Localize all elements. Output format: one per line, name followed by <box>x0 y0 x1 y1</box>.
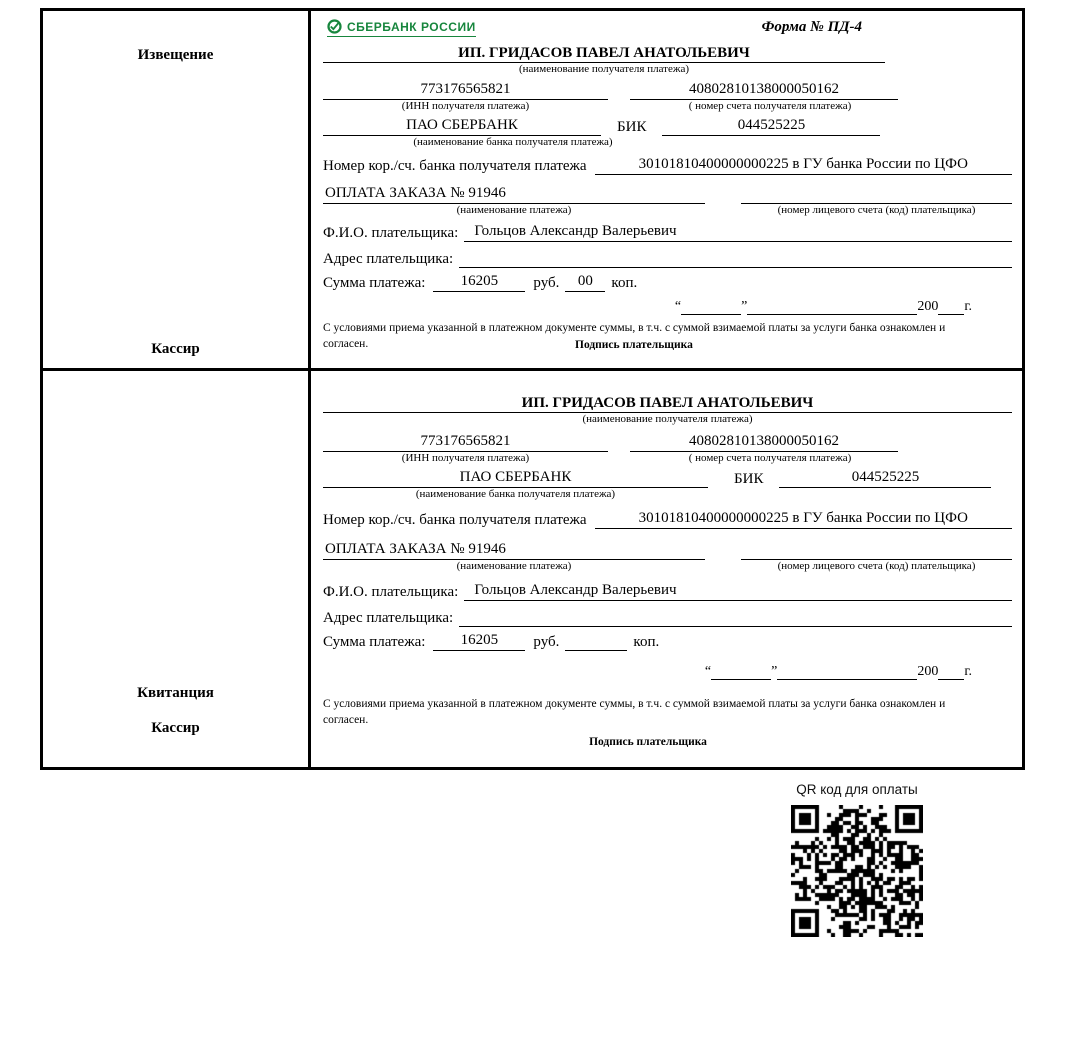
amount-row <box>323 273 1012 292</box>
quote-open: “ <box>674 299 682 314</box>
amount-rub-value: 16205 <box>433 632 525 651</box>
sberbank-logo-text: СБЕРБАНК РОССИИ <box>347 19 476 34</box>
payer-code-line <box>741 185 1012 204</box>
bank-caption: (наименование банка получателя платежа) <box>415 488 616 500</box>
agreement-text: С условиями приема указанной в платежном документе суммы, в т.ч. с суммой взимаемой платы за услуги банка ознакомлен и согласен. <box>323 698 946 727</box>
sberbank-logo <box>327 19 476 37</box>
signature-label: Подпись плательщика <box>575 339 693 352</box>
payer-code-caption: (номер лицевого счета (код) плательщика) <box>777 560 976 572</box>
cashier-label: Кассир <box>151 720 200 736</box>
payer-address-label: Адрес плательщика: <box>323 251 454 267</box>
payer-name-value: Гольцов Александр Валерьевич <box>464 223 1012 242</box>
payer-code-caption: (номер лицевого счета (код) плательщика) <box>777 204 976 216</box>
amount-rub-value: 16205 <box>433 273 525 292</box>
bank-caption: (наименование банка получателя платежа) <box>413 136 613 148</box>
bik-value: 044525225 <box>779 469 991 488</box>
account-value: 40802810138000050162 <box>630 433 898 452</box>
corr-label: Номер кор./сч. банка получателя платежа <box>323 158 587 174</box>
agreement-block <box>323 696 1012 748</box>
notice-label: Извещение <box>137 47 214 63</box>
kop-label: коп. <box>633 634 660 650</box>
qr-block <box>782 782 932 937</box>
amount-kop-value <box>565 632 627 651</box>
sberbank-icon <box>327 19 342 34</box>
signature-label: Подпись плательщика <box>589 736 707 749</box>
payer-name-label: Ф.И.О. плательщика: <box>323 225 459 241</box>
rub-label: руб. <box>533 634 560 650</box>
receipt-label: Квитанция <box>137 685 214 701</box>
inn-value: 773176565821 <box>323 81 608 100</box>
payer-address-label: Адрес плательщика: <box>323 610 454 626</box>
corr-value: 30101810400000000225 в ГУ банка России по ЦФО <box>595 156 1012 175</box>
date-year-line <box>938 296 964 315</box>
recipient-name: ИП. ГРИДАСОВ ПАВЕЛ АНАТОЛЬЕВИЧ <box>323 395 1012 413</box>
bik-value: 044525225 <box>662 117 880 136</box>
year-prefix: 200 <box>917 664 939 679</box>
amount-row <box>323 632 1012 651</box>
qr-code <box>791 805 923 937</box>
year-prefix: 200 <box>917 299 939 314</box>
receipt-left-cell <box>43 371 311 767</box>
date-row <box>323 661 972 680</box>
corr-account-row <box>323 156 1012 175</box>
agreement-text: С условиями приема указанной в платежном документе суммы, в т.ч. с суммой взимаемой платы за услуги банка ознакомлен и согласен. <box>323 322 946 351</box>
inn-account-captions <box>323 100 1012 112</box>
payment-purpose: ОПЛАТА ЗАКАЗА № 91946 <box>323 541 705 560</box>
payer-address-value <box>459 249 1012 268</box>
qr-label: QR код для оплаты <box>796 782 918 797</box>
payment-purpose: ОПЛАТА ЗАКАЗА № 91946 <box>323 185 705 204</box>
year-suffix: г. <box>964 299 972 314</box>
account-caption: ( номер счета получателя платежа) <box>688 100 852 112</box>
amount-label: Сумма платежа: <box>323 275 426 291</box>
rub-label: руб. <box>533 275 560 291</box>
bik-label: БИК <box>617 119 647 135</box>
payer-address-row <box>323 608 1012 627</box>
inn-caption: (ИНН получателя платежа) <box>401 452 530 464</box>
inn-value: 773176565821 <box>323 433 608 452</box>
purpose-row <box>323 541 1012 560</box>
pd4-form <box>40 8 1025 770</box>
date-row <box>323 296 972 315</box>
kop-label: коп. <box>611 275 638 291</box>
amount-kop-value: 00 <box>565 273 605 292</box>
inn-account-row <box>323 433 1012 452</box>
account-caption: ( номер счета получателя платежа) <box>688 452 852 464</box>
account-value: 40802810138000050162 <box>630 81 898 100</box>
purpose-captions <box>323 204 1012 216</box>
receipt-section <box>43 371 1022 767</box>
form-title: Форма № ПД-4 <box>761 19 862 35</box>
purpose-row <box>323 185 1012 204</box>
quote-close: ” <box>741 299 748 314</box>
notice-form-body <box>311 11 1022 368</box>
bank-row <box>323 469 1012 488</box>
receipt-form-body <box>311 371 1022 767</box>
date-month-line <box>777 661 917 680</box>
cashier-label: Кассир <box>151 341 200 357</box>
recipient-caption: (наименование получателя платежа) <box>518 63 690 75</box>
purpose-caption: (наименование платежа) <box>456 204 572 216</box>
bik-label: БИК <box>734 471 764 487</box>
date-day-line <box>711 661 771 680</box>
payer-name-value: Гольцов Александр Валерьевич <box>464 582 1012 601</box>
payer-name-row <box>323 582 1012 601</box>
recipient-name: ИП. ГРИДАСОВ ПАВЕЛ АНАТОЛЬЕВИЧ <box>323 45 885 63</box>
date-month-line <box>747 296 917 315</box>
corr-account-row <box>323 510 1012 529</box>
purpose-caption: (наименование платежа) <box>456 560 572 572</box>
header-row <box>323 19 1012 45</box>
payer-address-row <box>323 249 1012 268</box>
payer-address-value <box>459 608 1012 627</box>
bank-name: ПАО СБЕРБАНК <box>323 469 708 488</box>
year-suffix: г. <box>964 664 972 679</box>
purpose-captions <box>323 560 1012 572</box>
date-day-line <box>681 296 741 315</box>
payer-code-line <box>741 541 1012 560</box>
bank-row <box>323 117 1012 136</box>
payer-name-label: Ф.И.О. плательщика: <box>323 584 459 600</box>
recipient-caption: (наименование получателя платежа) <box>582 413 753 425</box>
agreement-block <box>323 320 1012 352</box>
date-year-line <box>938 661 964 680</box>
corr-label: Номер кор./сч. банка получателя платежа <box>323 512 587 528</box>
inn-account-captions <box>323 452 1012 464</box>
inn-account-row <box>323 81 1012 100</box>
payer-name-row <box>323 223 1012 242</box>
quote-close: ” <box>771 664 778 679</box>
bank-name: ПАО СБЕРБАНК <box>323 117 601 136</box>
corr-value: 30101810400000000225 в ГУ банка России по ЦФО <box>595 510 1012 529</box>
quote-open: “ <box>704 664 712 679</box>
inn-caption: (ИНН получателя платежа) <box>401 100 530 112</box>
amount-label: Сумма платежа: <box>323 634 426 650</box>
notice-left-cell <box>43 11 311 368</box>
notice-section <box>43 11 1022 371</box>
